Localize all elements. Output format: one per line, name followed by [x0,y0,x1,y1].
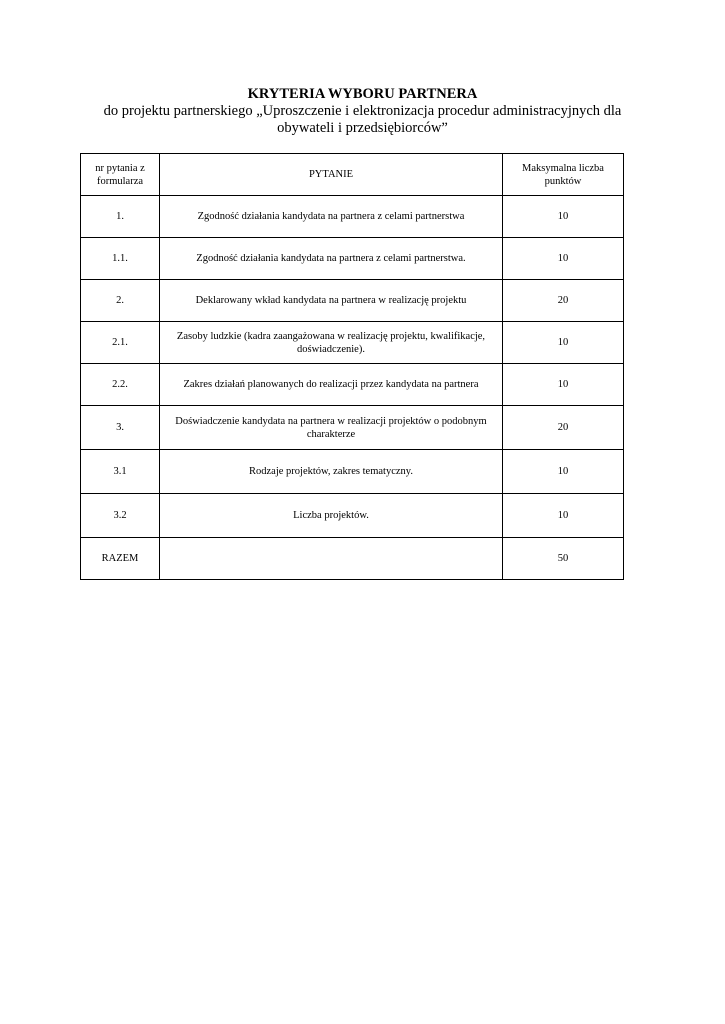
row-number: 3.1 [81,450,160,494]
table-row [81,364,624,406]
row-number: 2. [81,280,160,322]
row-points: 10 [503,238,624,280]
row-number: 3.2 [81,494,160,538]
criteria-table [80,153,624,580]
row-question: Zakres działań planowanych do realizacji przez kandydata na partnera [160,364,503,406]
document-header [0,86,725,137]
total-points: 50 [503,538,624,580]
table-row [81,238,624,280]
table-row [81,196,624,238]
row-question: Zgodność działania kandydata na partnera z celami partnerstwa [160,196,503,238]
header-question: PYTANIE [160,154,503,196]
header-number: nr pytania z formularza [81,154,160,196]
row-points: 10 [503,494,624,538]
header-points: Maksymalna liczba punktów [503,154,624,196]
row-number: 1. [81,196,160,238]
row-points: 10 [503,322,624,364]
row-number: 1.1. [81,238,160,280]
table-row [81,450,624,494]
table-header-row [81,154,624,196]
document-title: KRYTERIA WYBORU PARTNERA [247,86,478,102]
row-points: 10 [503,450,624,494]
row-number: 2.2. [81,364,160,406]
row-points: 20 [503,280,624,322]
row-question: Doświadczenie kandydata na partnera w realizacji projektów o podobnym charakterze [160,406,503,450]
row-number: 3. [81,406,160,450]
row-points: 10 [503,364,624,406]
row-number: 2.1. [81,322,160,364]
document-subtitle: do projektu partnerskiego „Uproszczenie i elektronizacja procedur administracyjnych dla obywateli i przedsiębiorców” [103,103,622,136]
table-row [81,322,624,364]
row-question: Rodzaje projektów, zakres tematyczny. [160,450,503,494]
row-points: 10 [503,196,624,238]
row-question: Zasoby ludzkie (kadra zaangażowana w realizację projektu, kwalifikacje, doświadczenie). [160,322,503,364]
total-label: RAZEM [81,538,160,580]
table-row [81,494,624,538]
row-question: Liczba projektów. [160,494,503,538]
row-question: Deklarowany wkład kandydata na partnera w realizację projektu [160,280,503,322]
row-question: Zgodność działania kandydata na partnera z celami partnerstwa. [160,238,503,280]
table-total-row [81,538,624,580]
table-row [81,406,624,450]
total-question [160,538,503,580]
row-points: 20 [503,406,624,450]
table-row [81,280,624,322]
